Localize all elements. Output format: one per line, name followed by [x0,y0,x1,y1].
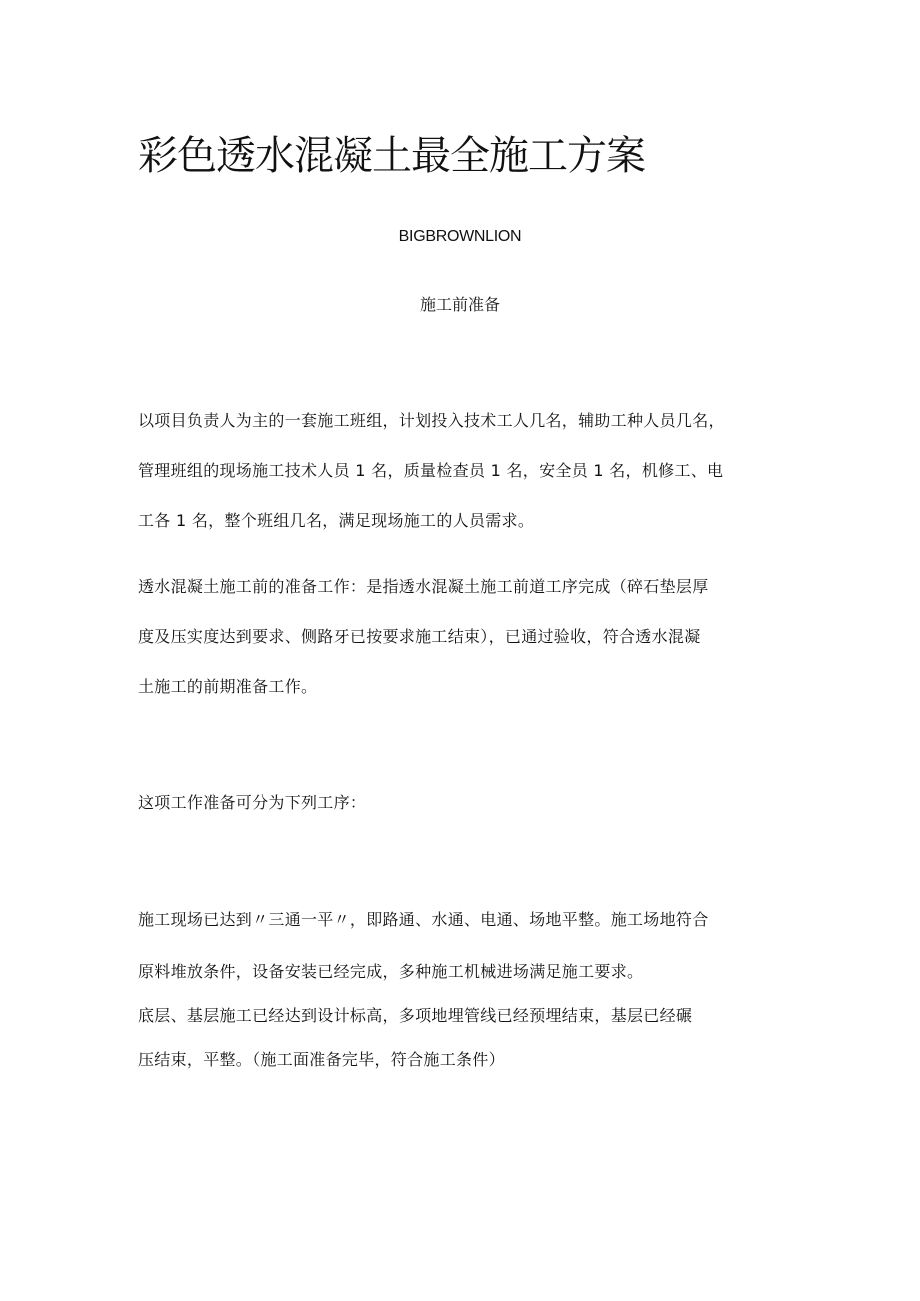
paragraph-line: 以项目负责人为主的一套施工班组，计划投入技术工人几名，辅助工种人员几名， [138,411,725,430]
paragraph-line: 工各 1 名，整个班组几名，满足现场施工的人员需求。 [138,511,535,530]
paragraph-base-layer [138,994,788,1082]
paragraph-line: 底层、基层施工已经达到设计标高，多项地埋管线已经预埋结束，基层已经碾 [138,1006,693,1025]
paragraph-line: 土施工的前期准备工作。 [138,677,318,696]
paragraph-line: 管理班组的现场施工技术人员 1 名，质量检查员 1 名，安全员 1 名，机修工、电 [138,461,724,480]
paragraph-procedures-intro [138,778,788,828]
paragraph-line: 度及压实度达到要求、侧路牙已按要求施工结束），已通过验收，符合透水混凝 [138,627,701,646]
section-heading: 施工前准备 [419,295,500,314]
paragraph-line: 压结束，平整。（施工面准备完毕，符合施工条件） [138,1050,505,1069]
paragraph-line: 这项工作准备可分为下列工序： [138,793,367,812]
paragraph-site-conditions [138,894,788,998]
paragraph-line: 原料堆放条件，设备安装已经完成，多种施工机械进场满足施工要求。 [138,962,644,981]
author-name: BIGBROWNLION [398,228,522,245]
paragraph-line: 透水混凝土施工前的准备工作：是指透水混凝土施工前道工序完成（碎石垫层厚 [138,577,709,596]
document-title: 彩色透水混凝土最全施工方案 [138,133,645,179]
paragraph-preparation [138,562,788,712]
paragraph-line: 施工现场已达到〃三通一平〃，即路通、水通、电通、场地平整。施工场地符合 [138,910,709,929]
paragraph-staffing [138,396,788,546]
